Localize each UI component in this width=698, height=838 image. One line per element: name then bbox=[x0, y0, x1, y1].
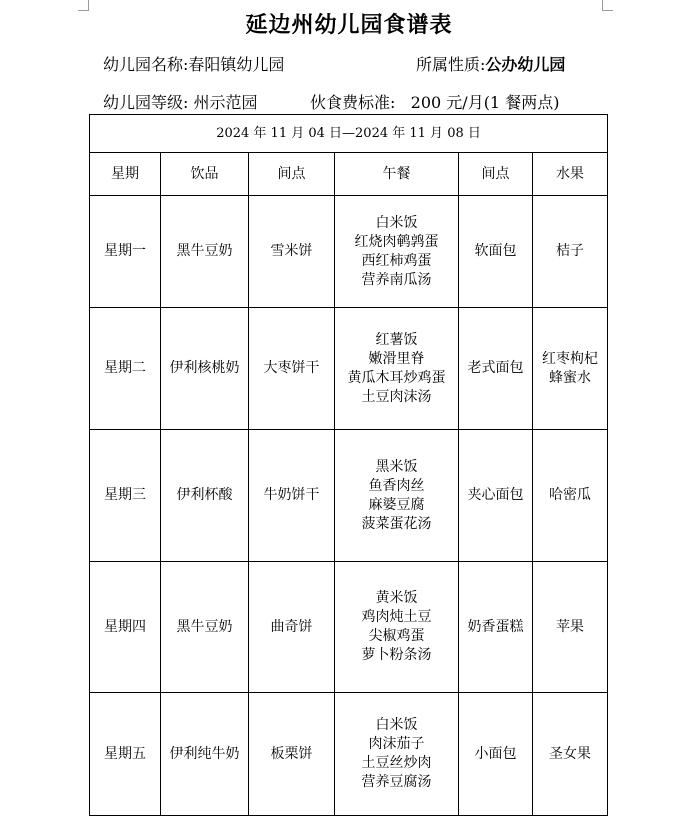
column-header-weekday: 星期 bbox=[90, 153, 161, 196]
snack-cell: 奶香蛋糕 bbox=[459, 562, 533, 693]
column-header-drink: 饮品 bbox=[161, 153, 249, 196]
lunch-cell bbox=[335, 562, 459, 693]
nature-value: 公办幼儿园 bbox=[485, 55, 566, 74]
fruit-item: 苹果 bbox=[556, 618, 585, 635]
fruit-item: 蜂蜜水 bbox=[549, 369, 592, 386]
kindergarten-name bbox=[103, 52, 284, 75]
snack-cell: 雪米饼 bbox=[249, 196, 335, 308]
table-row bbox=[90, 562, 608, 693]
lunch-item: 土豆肉沫汤 bbox=[361, 388, 432, 405]
drink-cell: 黑牛豆奶 bbox=[161, 562, 249, 693]
nature-label: 所属性质: bbox=[416, 55, 486, 74]
name-label: 幼儿园名称: bbox=[103, 55, 189, 74]
lunch-item: 鱼香肉丝 bbox=[368, 477, 425, 494]
date-range: 2024 年 11 月 04 日—2024 年 11 月 08 日 bbox=[90, 115, 608, 153]
weekday-cell: 星期一 bbox=[90, 196, 161, 308]
name-value: 春阳镇幼儿园 bbox=[188, 55, 285, 74]
fruit-item: 红枣枸杞 bbox=[542, 350, 599, 367]
grade-label: 幼儿园等级: bbox=[103, 93, 189, 112]
weekday-cell: 星期三 bbox=[90, 430, 161, 562]
lunch-item: 营养南瓜汤 bbox=[361, 271, 432, 288]
fruit-cell bbox=[533, 430, 608, 562]
table-row bbox=[90, 308, 608, 430]
lunch-item: 嫩滑里脊 bbox=[368, 350, 425, 367]
snack-cell: 牛奶饼干 bbox=[249, 430, 335, 562]
grade-value: 州示范园 bbox=[193, 93, 258, 112]
lunch-item: 白米饭 bbox=[375, 717, 418, 733]
fruit-cell bbox=[533, 308, 608, 430]
lunch-cell bbox=[335, 430, 459, 562]
table-row bbox=[90, 196, 608, 308]
weekday-cell: 星期五 bbox=[90, 693, 161, 816]
lunch-item: 土豆丝炒肉 bbox=[361, 755, 432, 771]
lunch-item: 营养豆腐汤 bbox=[361, 774, 432, 790]
fruit-cell bbox=[533, 562, 608, 693]
lunch-cell bbox=[335, 196, 459, 308]
table-row bbox=[90, 430, 608, 562]
lunch-item: 黄瓜木耳炒鸡蛋 bbox=[347, 369, 446, 386]
lunch-item: 尖椒鸡蛋 bbox=[368, 628, 425, 644]
kindergarten-grade bbox=[103, 90, 258, 113]
drink-cell: 伊利杯酸 bbox=[161, 430, 249, 562]
column-header-lunch: 午餐 bbox=[335, 153, 459, 196]
lunch-item: 黑米饭 bbox=[375, 458, 418, 475]
meal-fee bbox=[310, 90, 559, 113]
weekday-cell: 星期四 bbox=[90, 562, 161, 693]
drink-cell: 伊利核桃奶 bbox=[161, 308, 249, 430]
drink-cell: 黑牛豆奶 bbox=[161, 196, 249, 308]
lunch-cell bbox=[335, 693, 459, 816]
snack-cell: 曲奇饼 bbox=[249, 562, 335, 693]
lunch-item: 红薯饭 bbox=[375, 331, 418, 348]
lunch-item: 白米饭 bbox=[375, 214, 418, 231]
fruit-item: 圣女果 bbox=[549, 745, 592, 762]
column-header-snack-afternoon: 间点 bbox=[459, 153, 533, 196]
lunch-item: 鸡肉炖土豆 bbox=[361, 609, 432, 625]
table-row bbox=[90, 693, 608, 816]
fee-value: 200 元/月(1 餐两点) bbox=[410, 93, 560, 112]
date-row bbox=[90, 115, 608, 153]
drink-cell: 伊利纯牛奶 bbox=[161, 693, 249, 816]
snack-cell: 小面包 bbox=[459, 693, 533, 816]
header-row bbox=[90, 153, 608, 196]
menu-table bbox=[89, 114, 608, 816]
fruit-item: 桔子 bbox=[556, 243, 585, 259]
lunch-item: 红烧肉鹌鹑蛋 bbox=[354, 233, 439, 250]
snack-cell: 老式面包 bbox=[459, 308, 533, 430]
page-title: 延边州幼儿园食谱表 bbox=[245, 13, 453, 38]
lunch-cell bbox=[335, 308, 459, 430]
fruit-item: 哈密瓜 bbox=[549, 487, 592, 503]
column-header-snack-morning: 间点 bbox=[249, 153, 335, 196]
lunch-item: 萝卜粉条汤 bbox=[361, 647, 432, 663]
snack-cell: 大枣饼干 bbox=[249, 308, 335, 430]
snack-cell: 软面包 bbox=[459, 196, 533, 308]
snack-cell: 夹心面包 bbox=[459, 430, 533, 562]
column-header-fruit: 水果 bbox=[533, 153, 608, 196]
kindergarten-nature bbox=[416, 52, 565, 75]
lunch-item: 肉沫茄子 bbox=[368, 736, 425, 752]
fee-label: 伙食费标准: bbox=[310, 93, 396, 112]
snack-cell: 板栗饼 bbox=[249, 693, 335, 816]
lunch-item: 西红柿鸡蛋 bbox=[361, 252, 432, 269]
fruit-cell bbox=[533, 196, 608, 308]
lunch-item: 麻婆豆腐 bbox=[368, 496, 425, 513]
lunch-item: 黄米饭 bbox=[375, 590, 418, 606]
weekday-cell: 星期二 bbox=[90, 308, 161, 430]
fruit-cell bbox=[533, 693, 608, 816]
lunch-item: 菠菜蛋花汤 bbox=[361, 515, 432, 532]
